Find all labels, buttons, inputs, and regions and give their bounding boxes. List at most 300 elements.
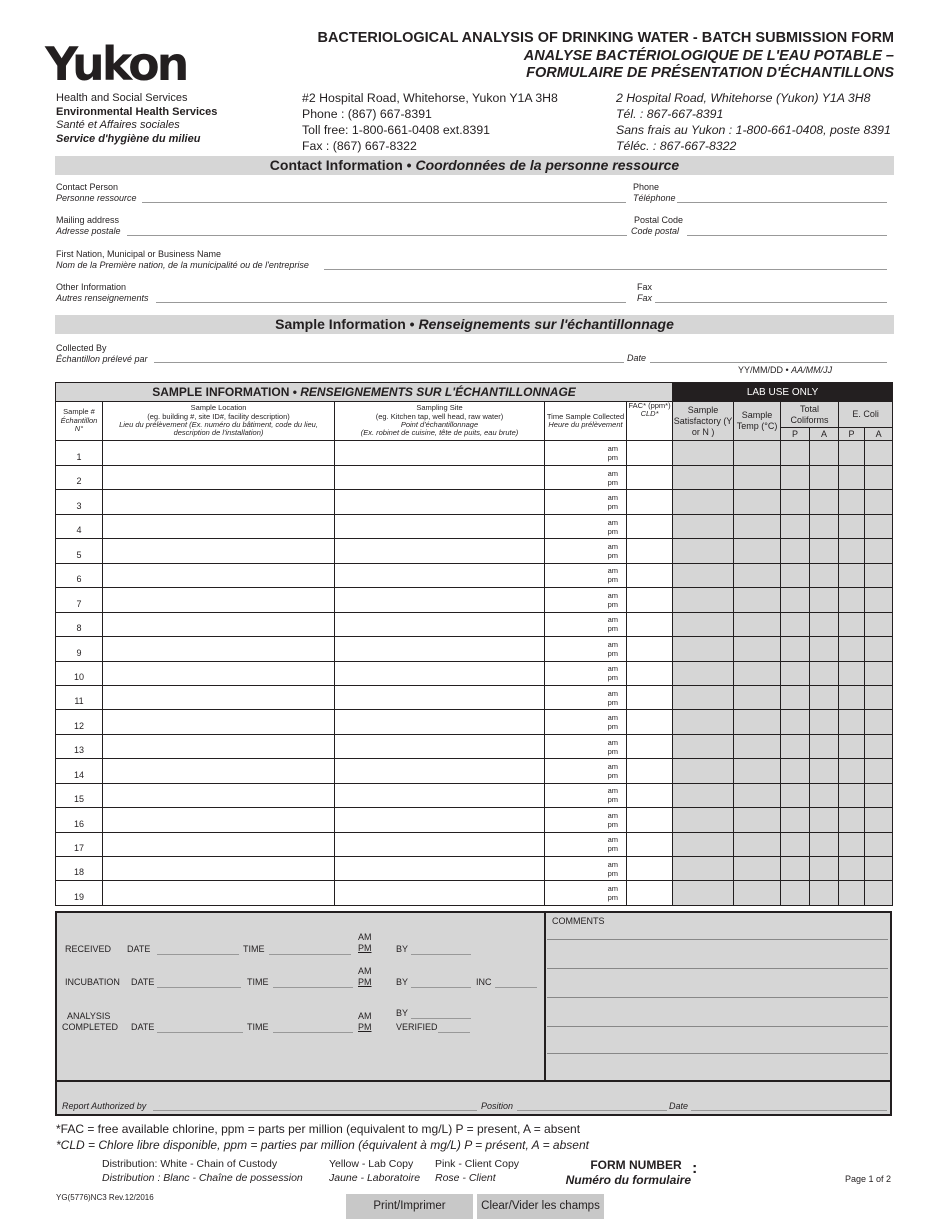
coliforms-a-cell[interactable] xyxy=(810,808,839,832)
coliforms-p-cell[interactable] xyxy=(781,759,810,783)
sample-location-cell[interactable] xyxy=(103,759,335,783)
coliforms-a-cell[interactable] xyxy=(810,637,839,661)
report-date-field[interactable] xyxy=(691,1110,887,1111)
received-am: AM xyxy=(358,932,372,942)
sample-location-cell[interactable] xyxy=(103,808,335,832)
col-site-fr2: (Ex. robinet de cuisine, tête de puits, eau brute) xyxy=(360,428,519,438)
inc-field[interactable] xyxy=(495,987,537,988)
time-collected-cell[interactable] xyxy=(545,734,627,758)
label-fr: Échantillon prélevé par xyxy=(56,354,148,364)
form-number-en: FORM NUMBER xyxy=(590,1158,682,1172)
note-en: *FAC = free available chlorine, ppm = parts per million (equivalent to mg/L) P = present, A = absent xyxy=(56,1122,581,1136)
satisfactory-cell[interactable] xyxy=(673,637,734,661)
coliforms-p-cell[interactable] xyxy=(781,734,810,758)
table-row xyxy=(56,661,893,685)
ecoli-a-cell[interactable] xyxy=(865,783,893,807)
fac-cell[interactable] xyxy=(627,832,673,856)
time-collected-cell[interactable] xyxy=(545,514,627,538)
coliforms-p-cell[interactable] xyxy=(781,710,810,734)
fac-cell[interactable] xyxy=(627,857,673,881)
temp-cell[interactable] xyxy=(734,710,781,734)
fac-cell[interactable] xyxy=(627,759,673,783)
comment-line[interactable] xyxy=(547,1053,888,1054)
satisfactory-cell[interactable] xyxy=(673,588,734,612)
temp-cell[interactable] xyxy=(734,637,781,661)
table-row xyxy=(56,466,893,490)
org-line-4: Service d'hygiène du milieu xyxy=(56,132,201,145)
coliforms-p-cell[interactable] xyxy=(781,685,810,709)
sample-location-cell[interactable] xyxy=(103,588,335,612)
fac-cell[interactable] xyxy=(627,514,673,538)
ecoli-p-cell[interactable] xyxy=(839,857,865,881)
col-sample xyxy=(56,402,103,441)
temp-cell[interactable] xyxy=(734,808,781,832)
ecoli-a-cell[interactable] xyxy=(865,685,893,709)
coliforms-a-cell[interactable] xyxy=(810,832,839,856)
contact-person-field[interactable] xyxy=(142,202,626,203)
temp-cell[interactable] xyxy=(734,490,781,514)
coliforms-a-cell[interactable] xyxy=(810,612,839,636)
pm-label: pm xyxy=(607,844,618,854)
satisfactory-cell[interactable] xyxy=(673,710,734,734)
table-row xyxy=(56,783,893,807)
fax-field[interactable] xyxy=(655,302,887,303)
ecoli-a-cell[interactable] xyxy=(865,539,893,563)
fac-cell[interactable] xyxy=(627,783,673,807)
coliforms-a-cell[interactable] xyxy=(810,783,839,807)
sample-location-cell[interactable] xyxy=(103,563,335,587)
time-collected-cell[interactable] xyxy=(545,441,627,466)
phone-field[interactable] xyxy=(677,202,887,203)
ecoli-a-cell[interactable] xyxy=(865,490,893,514)
label-fr: Code postal xyxy=(631,226,680,236)
ecoli-p-cell[interactable] xyxy=(839,759,865,783)
satisfactory-cell[interactable] xyxy=(673,539,734,563)
comment-line[interactable] xyxy=(547,1026,888,1027)
time-collected-cell[interactable] xyxy=(545,612,627,636)
fac-cell[interactable] xyxy=(627,808,673,832)
ecoli-a-cell[interactable] xyxy=(865,466,893,490)
fac-cell[interactable] xyxy=(627,881,673,905)
coliforms-a-cell[interactable] xyxy=(810,857,839,881)
received-time-label: TIME xyxy=(243,944,265,954)
time-collected-cell[interactable] xyxy=(545,661,627,685)
coliforms-p-cell[interactable] xyxy=(781,808,810,832)
position-label: Position xyxy=(481,1101,514,1111)
mailing-label xyxy=(56,215,121,237)
satisfactory-cell[interactable] xyxy=(673,441,734,466)
coliforms-p-cell[interactable] xyxy=(781,514,810,538)
sampling-site-cell[interactable] xyxy=(335,563,545,587)
coliforms-a-cell[interactable] xyxy=(810,685,839,709)
collected-date-label: Date xyxy=(627,353,647,363)
sample-location-cell[interactable] xyxy=(103,466,335,490)
ecoli-p-cell[interactable] xyxy=(839,832,865,856)
org-line-3: Santé et Affaires sociales xyxy=(56,119,180,131)
sample-location-cell[interactable] xyxy=(103,783,335,807)
col-location-ex: (eg. building #, site ID#, facility description) xyxy=(147,411,290,421)
satisfactory-cell[interactable] xyxy=(673,685,734,709)
coliforms-p-cell[interactable] xyxy=(781,490,810,514)
sampling-site-cell[interactable] xyxy=(335,588,545,612)
time-collected-cell[interactable] xyxy=(545,588,627,612)
satisfactory-cell[interactable] xyxy=(673,514,734,538)
col-site xyxy=(335,402,545,441)
coliforms-a-cell[interactable] xyxy=(810,661,839,685)
fac-cell[interactable] xyxy=(627,710,673,734)
temp-cell[interactable] xyxy=(734,588,781,612)
coliforms-p-cell[interactable] xyxy=(781,881,810,905)
col-location-fr: Lieu du prélèvement (Ex. numéro du bâtiment, code du lieu, description de l'installation) xyxy=(119,420,318,438)
coliforms-p-cell[interactable] xyxy=(781,539,810,563)
sampling-site-cell[interactable] xyxy=(335,466,545,490)
fac-cell[interactable] xyxy=(627,466,673,490)
sampling-site-cell[interactable] xyxy=(335,514,545,538)
analysis-pm: PM xyxy=(358,1022,372,1032)
table-row xyxy=(56,710,893,734)
ecoli-p-cell[interactable] xyxy=(839,588,865,612)
analysis-time-label: TIME xyxy=(247,1022,269,1032)
collected-field[interactable] xyxy=(154,362,624,363)
ecoli-p-cell[interactable] xyxy=(839,685,865,709)
fac-cell[interactable] xyxy=(627,490,673,514)
logo-wordmark: Yukon xyxy=(45,37,187,91)
ecoli-a-cell[interactable] xyxy=(865,441,893,466)
col-site-ex: (eg. Kitchen tap, well head, raw water) xyxy=(375,411,504,421)
sampling-site-cell[interactable] xyxy=(335,710,545,734)
ecoli-a-cell[interactable] xyxy=(865,881,893,905)
satisfactory-cell[interactable] xyxy=(673,466,734,490)
time-collected-cell[interactable] xyxy=(545,857,627,881)
ecoli-p-cell[interactable] xyxy=(839,661,865,685)
row-number: 16 xyxy=(56,808,103,832)
temp-cell[interactable] xyxy=(734,783,781,807)
sample-location-cell[interactable] xyxy=(103,881,335,905)
row-number: 11 xyxy=(56,685,103,709)
time-collected-cell[interactable] xyxy=(545,710,627,734)
caption-en: SAMPLE INFORMATION • xyxy=(152,385,297,399)
fac-cell[interactable] xyxy=(627,612,673,636)
ecoli-p-cell[interactable] xyxy=(839,514,865,538)
comment-line[interactable] xyxy=(547,997,888,998)
mailing-field[interactable] xyxy=(127,235,627,236)
incubation-by-label: BY xyxy=(396,977,409,987)
temp-cell[interactable] xyxy=(734,514,781,538)
analysis-by-label: BY xyxy=(396,1008,409,1018)
label-en: Other Information xyxy=(56,282,127,292)
sampling-site-cell[interactable] xyxy=(335,759,545,783)
sampling-site-cell[interactable] xyxy=(335,539,545,563)
satisfactory-cell[interactable] xyxy=(673,808,734,832)
sampling-site-cell[interactable] xyxy=(335,881,545,905)
postal-field[interactable] xyxy=(687,235,887,236)
org-block xyxy=(56,92,217,146)
address-en-line: Fax : (867) 667-8322 xyxy=(302,139,417,153)
ecoli-p-cell[interactable] xyxy=(839,637,865,661)
sample-rows xyxy=(56,441,893,906)
analysis-by-field[interactable] xyxy=(411,1018,471,1019)
ecoli-a-cell[interactable] xyxy=(865,563,893,587)
contact-bar-fr: Coordonnées de la personne ressource xyxy=(415,157,680,173)
coliforms-a-cell[interactable] xyxy=(810,514,839,538)
satisfactory-cell[interactable] xyxy=(673,832,734,856)
coliforms-a-cell[interactable] xyxy=(810,441,839,466)
ecoli-a-cell[interactable] xyxy=(865,612,893,636)
sampling-site-cell[interactable] xyxy=(335,832,545,856)
temp-cell[interactable] xyxy=(734,563,781,587)
coliforms-a-cell[interactable] xyxy=(810,539,839,563)
coliforms-a-cell[interactable] xyxy=(810,563,839,587)
sample-location-cell[interactable] xyxy=(103,685,335,709)
comments-label: COMMENTS xyxy=(552,916,605,926)
row-number: 18 xyxy=(56,857,103,881)
table-row xyxy=(56,490,893,514)
sample-location-cell[interactable] xyxy=(103,441,335,466)
ecoli-p-cell[interactable] xyxy=(839,441,865,466)
temp-cell[interactable] xyxy=(734,881,781,905)
ecoli-p-cell[interactable] xyxy=(839,710,865,734)
col-location xyxy=(103,402,335,441)
satisfactory-cell[interactable] xyxy=(673,734,734,758)
time-collected-cell[interactable] xyxy=(545,539,627,563)
contact-section-bar xyxy=(55,156,894,175)
incubation-pm: PM xyxy=(358,977,372,987)
label-fr: Personne ressource xyxy=(56,193,137,203)
sample-location-cell[interactable] xyxy=(103,612,335,636)
ecoli-a-cell[interactable] xyxy=(865,637,893,661)
sampling-site-cell[interactable] xyxy=(335,783,545,807)
coliforms-a-cell[interactable] xyxy=(810,710,839,734)
am-label: am xyxy=(607,884,618,894)
temp-cell[interactable] xyxy=(734,612,781,636)
yukon-logo xyxy=(45,36,185,92)
ecoli-a-cell[interactable] xyxy=(865,808,893,832)
satisfactory-cell[interactable] xyxy=(673,612,734,636)
received-date-label: DATE xyxy=(127,944,151,954)
coliforms-p-cell[interactable] xyxy=(781,441,810,466)
sampling-site-cell[interactable] xyxy=(335,857,545,881)
date-format-fr: AA/MM/JJ xyxy=(791,365,833,375)
coliforms-p-cell[interactable] xyxy=(781,612,810,636)
temp-cell[interactable] xyxy=(734,661,781,685)
sampling-site-cell[interactable] xyxy=(335,661,545,685)
col-fac xyxy=(627,402,673,441)
temp-cell[interactable] xyxy=(734,466,781,490)
temp-cell[interactable] xyxy=(734,539,781,563)
address-fr-line: Tél. : 867-667-8391 xyxy=(616,107,724,121)
coliforms-a-cell[interactable] xyxy=(810,881,839,905)
am-label: am xyxy=(607,761,618,771)
time-collected-cell[interactable] xyxy=(545,808,627,832)
ecoli-p-cell[interactable] xyxy=(839,563,865,587)
ecoli-a-cell[interactable] xyxy=(865,857,893,881)
analysis-time-field[interactable] xyxy=(273,1032,353,1033)
received-date-field[interactable] xyxy=(157,954,239,955)
label-en: Collected By xyxy=(56,343,107,353)
received-by-field[interactable] xyxy=(411,954,471,955)
received-time-field[interactable] xyxy=(269,954,351,955)
sampling-site-cell[interactable] xyxy=(335,612,545,636)
am-label: am xyxy=(607,468,618,478)
incubation-date-field[interactable] xyxy=(157,987,241,988)
coliforms-p-cell[interactable] xyxy=(781,783,810,807)
collected-date-field[interactable] xyxy=(650,362,887,363)
temp-cell[interactable] xyxy=(734,734,781,758)
temp-cell[interactable] xyxy=(734,441,781,466)
position-field[interactable] xyxy=(517,1110,667,1111)
col-time xyxy=(545,402,627,441)
fac-cell[interactable] xyxy=(627,734,673,758)
table-row xyxy=(56,881,893,905)
time-collected-cell[interactable] xyxy=(545,466,627,490)
fac-cell[interactable] xyxy=(627,563,673,587)
title-fr-2: FORMULAIRE DE PRÉSENTATION D'ÉCHANTILLONS xyxy=(526,65,894,81)
ecoli-p-cell[interactable] xyxy=(839,881,865,905)
incubation-am: AM xyxy=(358,966,372,976)
label-en: Phone xyxy=(633,182,660,192)
address-fr-line: Téléc. : 867-667-8322 xyxy=(616,139,737,153)
time-collected-cell[interactable] xyxy=(545,759,627,783)
table-row xyxy=(56,441,893,466)
satisfactory-cell[interactable] xyxy=(673,783,734,807)
satisfactory-cell[interactable] xyxy=(673,661,734,685)
temp-cell[interactable] xyxy=(734,685,781,709)
ecoli-p-cell[interactable] xyxy=(839,466,865,490)
ecoli-a-cell[interactable] xyxy=(865,734,893,758)
temp-cell[interactable] xyxy=(734,857,781,881)
label-fr: Fax xyxy=(637,293,653,303)
fac-cell[interactable] xyxy=(627,637,673,661)
coliforms-a-cell[interactable] xyxy=(810,490,839,514)
am-label: am xyxy=(607,639,618,649)
fac-cell[interactable] xyxy=(627,661,673,685)
am-label: am xyxy=(607,590,618,600)
coliforms-p-cell[interactable] xyxy=(781,832,810,856)
comment-line[interactable] xyxy=(547,968,888,969)
satisfactory-cell[interactable] xyxy=(673,881,734,905)
report-authorized-label: Report Authorized by xyxy=(62,1101,147,1111)
time-collected-cell[interactable] xyxy=(545,783,627,807)
print-button[interactable]: Print/Imprimer xyxy=(346,1194,473,1219)
am-label: am xyxy=(607,835,618,845)
ecoli-p-cell[interactable] xyxy=(839,783,865,807)
time-collected-cell[interactable] xyxy=(545,832,627,856)
report-authorized-field[interactable] xyxy=(153,1110,477,1111)
am-label: am xyxy=(607,542,618,552)
sample-location-cell[interactable] xyxy=(103,832,335,856)
fn-field[interactable] xyxy=(324,269,887,270)
fac-cell[interactable] xyxy=(627,539,673,563)
label-en: Postal Code xyxy=(634,215,684,225)
satisfactory-cell[interactable] xyxy=(673,857,734,881)
sampling-site-cell[interactable] xyxy=(335,734,545,758)
ecoli-p-cell[interactable] xyxy=(839,490,865,514)
table-row xyxy=(56,759,893,783)
ecoli-a-cell[interactable] xyxy=(865,588,893,612)
coliforms-a-cell[interactable] xyxy=(810,759,839,783)
coliforms-a-cell[interactable] xyxy=(810,466,839,490)
coliforms-a-cell[interactable] xyxy=(810,588,839,612)
ecoli-a-cell[interactable] xyxy=(865,514,893,538)
time-collected-cell[interactable] xyxy=(545,685,627,709)
ecoli-p-cell[interactable] xyxy=(839,808,865,832)
clear-button[interactable]: Clear/Vider les champs xyxy=(477,1194,604,1219)
ecoli-a-cell[interactable] xyxy=(865,710,893,734)
coliforms-p-cell[interactable] xyxy=(781,588,810,612)
date-format-en: YY/MM/DD • xyxy=(738,365,789,375)
ecoli-p-cell[interactable] xyxy=(839,612,865,636)
sampling-site-cell[interactable] xyxy=(335,637,545,661)
verified-field[interactable] xyxy=(438,1032,470,1033)
comment-line[interactable] xyxy=(547,939,888,940)
fac-cell[interactable] xyxy=(627,588,673,612)
satisfactory-cell[interactable] xyxy=(673,490,734,514)
satisfactory-cell[interactable] xyxy=(673,759,734,783)
temp-cell[interactable] xyxy=(734,832,781,856)
incubation-by-field[interactable] xyxy=(411,987,471,988)
sampling-site-cell[interactable] xyxy=(335,808,545,832)
am-label: am xyxy=(607,615,618,625)
dist-yellow-fr: Jaune - Laboratoire xyxy=(329,1171,421,1184)
coliforms-p-cell[interactable] xyxy=(781,563,810,587)
fac-cell[interactable] xyxy=(627,685,673,709)
ecoli-a-cell[interactable] xyxy=(865,832,893,856)
contact-person-label xyxy=(56,182,137,204)
sample-location-cell[interactable] xyxy=(103,490,335,514)
sample-location-cell[interactable] xyxy=(103,637,335,661)
sampling-site-cell[interactable] xyxy=(335,441,545,466)
time-collected-cell[interactable] xyxy=(545,563,627,587)
time-collected-cell[interactable] xyxy=(545,637,627,661)
sample-location-cell[interactable] xyxy=(103,514,335,538)
row-number: 7 xyxy=(56,588,103,612)
am-label: am xyxy=(607,664,618,674)
sample-location-cell[interactable] xyxy=(103,734,335,758)
incubation-time-field[interactable] xyxy=(273,987,353,988)
sampling-site-cell[interactable] xyxy=(335,685,545,709)
fn-label xyxy=(56,249,309,271)
coliforms-p-cell[interactable] xyxy=(781,637,810,661)
temp-cell[interactable] xyxy=(734,759,781,783)
ecoli-a-cell[interactable] xyxy=(865,661,893,685)
coliforms-p-cell[interactable] xyxy=(781,857,810,881)
sample-location-cell[interactable] xyxy=(103,661,335,685)
fac-cell[interactable] xyxy=(627,441,673,466)
other-field[interactable] xyxy=(156,302,626,303)
sample-location-cell[interactable] xyxy=(103,539,335,563)
row-number: 12 xyxy=(56,710,103,734)
analysis-date-field[interactable] xyxy=(157,1032,243,1033)
am-label: am xyxy=(607,566,618,576)
sample-location-cell[interactable] xyxy=(103,857,335,881)
col-time-en: Time Sample Collected xyxy=(546,411,625,421)
time-collected-cell[interactable] xyxy=(545,490,627,514)
ecoli-p-cell[interactable] xyxy=(839,539,865,563)
address-en-line: #2 Hospital Road, Whitehorse, Yukon Y1A 3H8 xyxy=(302,91,558,105)
sampling-site-cell[interactable] xyxy=(335,490,545,514)
row-number: 8 xyxy=(56,612,103,636)
satisfactory-cell[interactable] xyxy=(673,563,734,587)
coliforms-p-cell[interactable] xyxy=(781,466,810,490)
coliforms-p-cell[interactable] xyxy=(781,661,810,685)
sample-location-cell[interactable] xyxy=(103,710,335,734)
time-collected-cell[interactable] xyxy=(545,881,627,905)
ecoli-p-cell[interactable] xyxy=(839,734,865,758)
ecoli-a-cell[interactable] xyxy=(865,759,893,783)
ecoli-a: A xyxy=(865,428,893,441)
coliforms-a-cell[interactable] xyxy=(810,734,839,758)
col-sample-en: Sample # xyxy=(63,407,95,417)
